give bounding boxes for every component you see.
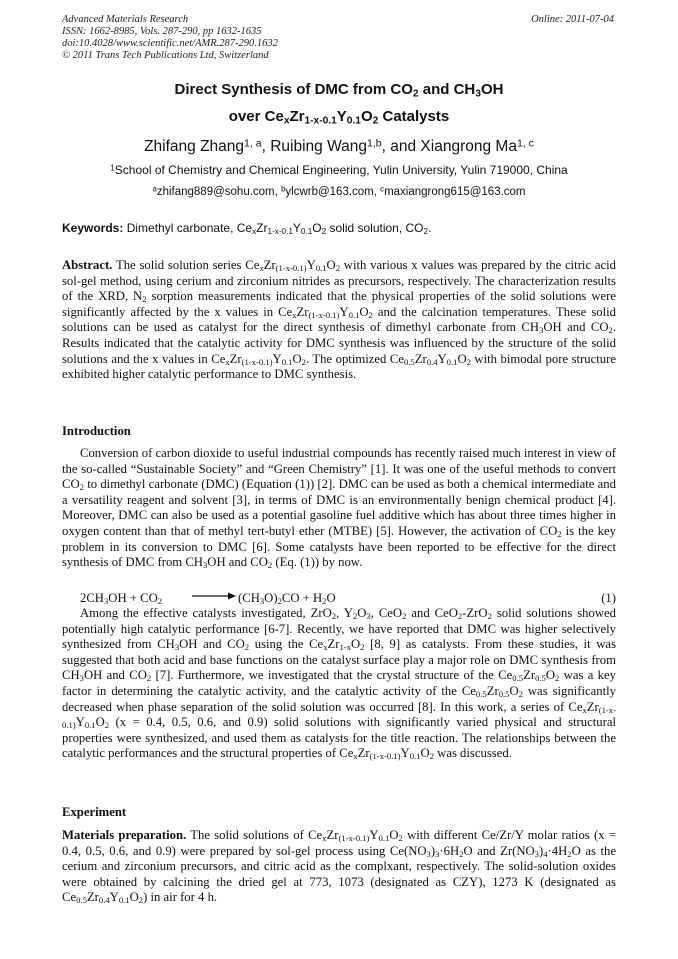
- journal-name: Advanced Materials Research: [62, 14, 189, 25]
- online-date: Online: 2011-07-04: [531, 14, 614, 25]
- introduction-paragraph-2: Among the effective catalysts investigated, ZrO$_2$, $Y_2O_3$, CeO$_2$ and CeO$_2$-ZrO$_2$ solid solutions showed potentially high catalytic performance [6-7]. Recently, we have reported that DMC was higher selectively synthesized from $CH_3OH$ and $CO_2$ using the $Ce_xZr_{1-x}O_2$ [8, 9] as catalysts. From these studies, it was suggested that both acid and base functions on the catalyst surface play a major role on DMC synthesis from $CH_3OH$ and $CO_2$ [7]. Furthermore, we investigated that the crystal structure of the $Ce_{0.5}Zr_{0.5}O_2$ was a key factor in determining the catalytic activity, and the catalytic activity of the $Ce_{0.5}Zr_{0.5}O_2$ was significantly decreased when phase separation of the solid solution was occurred [8]. In this work, a series of $Ce_xZr_{(1-x-0.1)}Y_{0.1}O_2$ (x = 0.4, 0.5, 0.6, and 0.9) solid solutions with significantly varied physical and structural properties were synthesized, and used them as catalysts for the title reaction. The relationships between the catalytic performances and the structural properties of $Ce_xZr_{(1-x-0.1)}Y_{0.1}O_2$ was discussed.: [62, 606, 617, 762]
- keywords: Keywords: Dimethyl carbonate, $Ce_xZr_{1-x-0.1}Y_{0.1}O_2$ solid solution, $CO_2$.: [62, 221, 432, 237]
- journal-header: [62, 14, 278, 62]
- author-list: Zhifang Zhang$^{1, a}$, Ruibing Wang$^{1,b}$, and Xiangrong Ma$^{1, c}$: [144, 137, 534, 155]
- paper-title-line-2: over $Ce_xZr_{1-x-0.1}Y_{0.1}O_2$ Catalysts: [228, 108, 450, 127]
- journal-copyright: © 2011 Trans Tech Publications Ltd, Switzerland: [62, 50, 269, 61]
- experiment-heading: Experiment: [62, 805, 127, 819]
- author-emails: $^a$zhifang889@sohu.com, $^b$ylcwrb@163.com, $^c$maxiangrong615@163.com: [152, 184, 526, 198]
- introduction-paragraph-1: Conversion of carbon dioxide to useful industrial compounds has recently raised much interest in view of the so-called “Sustainable Society” and “Green Chemistry” [1]. It was one of the useful methods to convert $CO_2$ to dimethyl carbonate (DMC) (Equation (1)) [2]. DMC can be used as both a chemical intermediate and a versatility reagent and solvent [3], in terms of DMC is an environmentally benign chemical product [4]. Moreover, DMC can also be used as a potential gasoline fuel additive which has about three times higher in oxygen content than that of methyl tert-butyl ether (MTBE) [5]. However, the activation of $CO_2$ is the key problem in its conversion to DMC [6]. Some catalysts have been reported to be effective for the direct synthesis of DMC from $CH_3OH$ and $CO_2$ (Eq. (1)) by now.: [62, 446, 616, 571]
- journal-issn: ISSN: 1662-8985, Vols. 287-290, pp 1632-1635: [62, 26, 262, 37]
- equation-number: (1): [601, 591, 616, 605]
- equation-1: [62, 591, 616, 607]
- paper-title-line-1: Direct Synthesis of DMC from $CO_2$ and $CH_3OH$: [174, 81, 504, 100]
- materials-preparation-paragraph: Materials preparation. The solid solutions of $Ce_xZr_{(1-x-0.1)}Y_{0.1}O_2$ with different Ce/Zr/Y molar ratios (x = 0.4, 0.5, 0.6, and 0.9) were prepared by sol-gel process using $Ce(NO_3)_3\cdot 6H_2O$ and $Zr(NO_3)_4\cdot 4H_2O$ as the cerium and zirconium precursors, and citric acid as the complxant, respectively. The solid-solution oxides were obtained by calcining the dried gel at 773, 1073 (designated as CZY), 1273 K (designated as $Ce_{0.5}Zr_{0.4}Y_{0.1}O_2$) in air for 4 h.: [62, 828, 616, 906]
- journal-doi: doi:10.4028/www.scientific.net/AMR.287-290.1632: [62, 38, 278, 49]
- equation-reactants: $2CH_3OH + CO_2$: [80, 591, 163, 607]
- equation-products: $(CH_3O)_2CO + H_2O$: [238, 591, 336, 607]
- affiliation: $^1$School of Chemistry and Chemical Engineering, Yulin University, Yulin 719000, China: [110, 163, 568, 177]
- introduction-heading: Introduction: [62, 424, 131, 438]
- abstract: Abstract. The solid solution series $Ce_xZr_{(1-x-0.1)}Y_{0.1}O_2$ with various x values was prepared by the citric acid sol-gel method, using cerium and zirconium nitrides as precursors, respectively. The characterization results of the XRD, $N_2$ sorption measurements indicated that the physical properties of the solid solutions were significantly affected by the x values in $Ce_xZr_{(1-x-0.1)}Y_{0.1}O_2$ and the calcination temperatures. These solid solutions can be used as catalyst for the direct synthesis of dimethyl carbonate from $CH_3OH$ and $CO_2$. Results indicated that the catalytic activity for DMC synthesis was influenced by the structure of the solid solutions and the x values in $Ce_xZr_{(1-x-0.1)}Y_{0.1}O_2$. The optimized $Ce_{0.5}Zr_{0.4}Y_{0.1}O_2$ with bimodal pore structure exhibited higher catalytic performance to DMC synthesis.: [62, 258, 617, 382]
- reaction-arrow-icon: [192, 591, 236, 601]
